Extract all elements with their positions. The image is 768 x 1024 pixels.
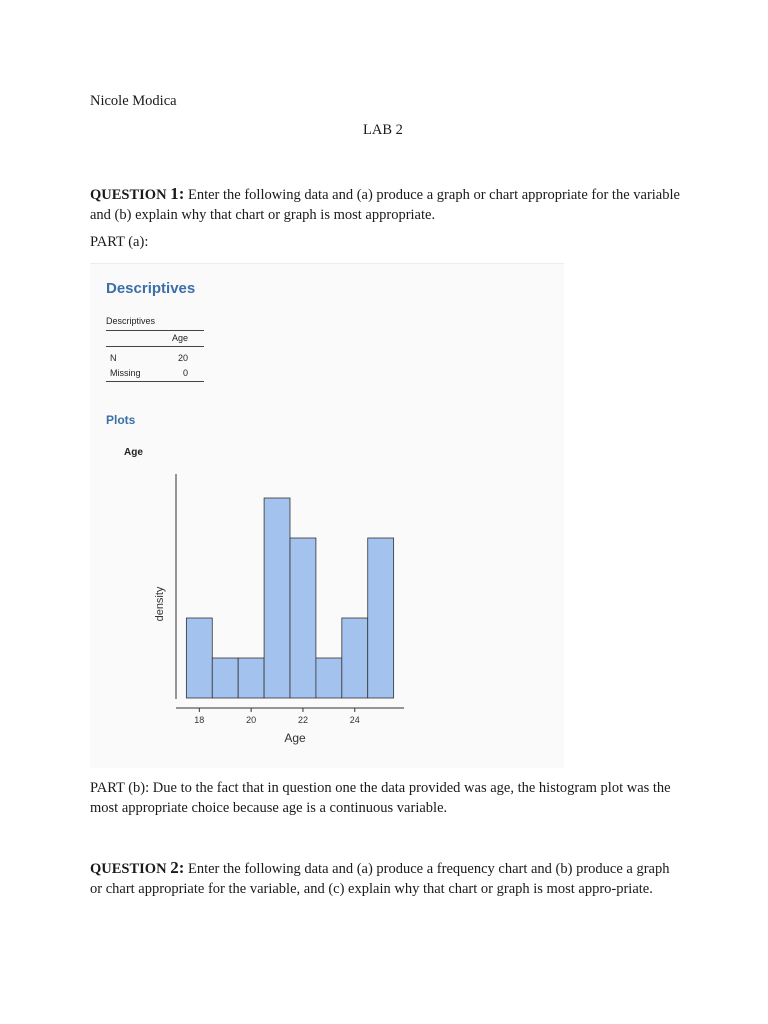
- row-label-missing: Missing: [110, 368, 141, 378]
- question-2: [90, 858, 680, 899]
- row-value-missing: 0: [182, 368, 188, 378]
- histogram-bar: [238, 658, 264, 698]
- histogram-bar: [212, 658, 238, 698]
- part-b-text: PART (b): Due to the fact that in question one the data provided was age, the histogram plot was the most appropriate choice because age is a continuous variable.: [90, 780, 671, 816]
- histogram-bar: [186, 618, 212, 698]
- lab-title: LAB 2: [363, 122, 403, 138]
- question-2-number: 2:: [170, 858, 185, 877]
- x-tick-label: 20: [246, 715, 257, 725]
- x-tick-label: 24: [349, 715, 360, 725]
- histogram-bar: [290, 538, 316, 698]
- y-axis-label: density: [154, 586, 166, 622]
- descriptives-heading: Descriptives: [106, 280, 196, 297]
- question-1-text: Enter the following data and (a) produce a graph or chart appropriate for the variable and (b) explain why that chart or graph is most appropriate.: [90, 187, 680, 223]
- question-1: [90, 184, 680, 225]
- x-tick-label: 22: [297, 715, 308, 725]
- author-name: Nicole Modica: [90, 93, 177, 109]
- x-axis-label: Age: [284, 731, 306, 745]
- row-value-n: 20: [177, 353, 188, 363]
- histogram-bar: [316, 658, 342, 698]
- question-2-text: Enter the following data and (a) produce a frequency chart and (b) produce a graph or chart appropriate for the variable, and (c) explain why that chart or graph is most appro-priate.: [90, 861, 670, 897]
- table-column-header: Age: [171, 333, 188, 343]
- question-1-label: QUESTION: [90, 187, 167, 203]
- histogram-bar: [368, 538, 394, 698]
- histogram-bar: [342, 618, 368, 698]
- part-a-label: PART (a):: [90, 234, 149, 250]
- question-2-label: QUESTION: [90, 861, 167, 877]
- plots-heading: Plots: [106, 413, 136, 427]
- row-label-n: N: [110, 353, 117, 363]
- jamovi-output-figure: [90, 263, 564, 768]
- question-1-number: 1:: [170, 184, 185, 203]
- plot-title: Age: [124, 447, 143, 458]
- x-tick-label: 18: [194, 715, 205, 725]
- histogram-bar: [264, 498, 290, 698]
- table-caption: Descriptives: [106, 316, 204, 331]
- age-histogram: [90, 264, 564, 768]
